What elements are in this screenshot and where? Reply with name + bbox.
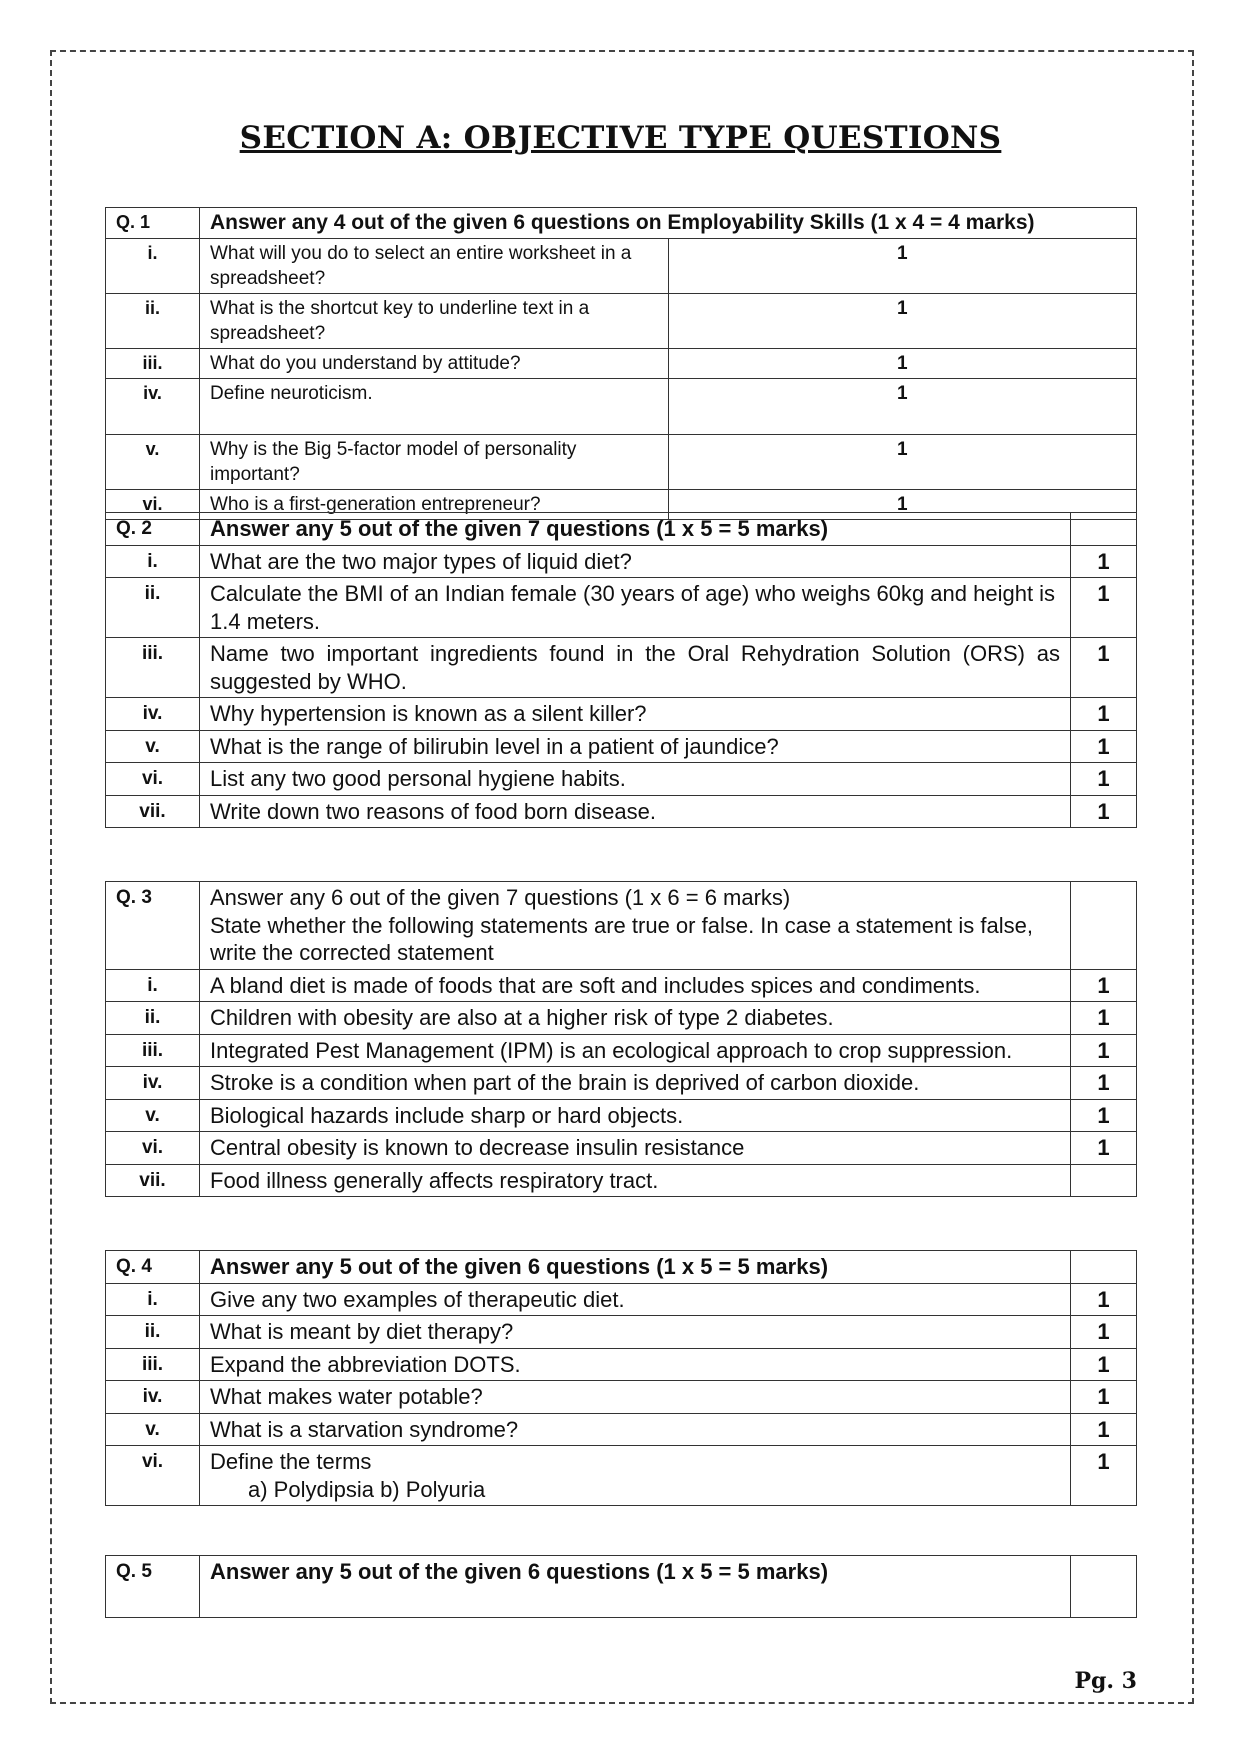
item-text: Calculate the BMI of an Indian female (30 years of age) who weighs 60kg and height is 1.4 meters. — [200, 578, 1071, 638]
item-text: What makes water potable? — [200, 1381, 1071, 1414]
item-marks — [1071, 882, 1137, 970]
question-3-table — [105, 881, 1137, 1197]
table-row — [106, 578, 1137, 638]
table-row — [106, 1283, 1137, 1316]
item-text: What is the shortcut key to underline text in a spreadsheet? — [200, 294, 669, 349]
table-row — [106, 1164, 1137, 1197]
question-header-row — [106, 208, 1137, 239]
item-marks — [1071, 1164, 1137, 1197]
question-header-row — [106, 1251, 1137, 1284]
item-marks: 1 — [668, 349, 1137, 379]
question-4-table — [105, 1250, 1137, 1506]
item-text: What do you understand by attitude? — [200, 349, 669, 379]
table-row — [106, 969, 1137, 1002]
item-text: Define the terms — [210, 1449, 372, 1474]
item-text: What is a starvation syndrome? — [200, 1413, 1071, 1446]
question-2-table — [105, 512, 1137, 828]
item-number: ii. — [106, 1002, 200, 1035]
item-number: ii. — [106, 1316, 200, 1349]
item-text: Name two important ingredients found in the Oral Rehydration Solution (ORS) as suggested by WHO. — [200, 638, 1071, 698]
item-marks: 1 — [1071, 1348, 1137, 1381]
question-number: Q. 1 — [106, 208, 200, 239]
item-number: vii. — [106, 1164, 200, 1197]
table-row — [106, 698, 1137, 731]
item-text: Central obesity is known to decrease insulin resistance — [200, 1132, 1071, 1165]
table-row — [106, 1067, 1137, 1100]
item-text: Food illness generally affects respiratory tract. — [200, 1164, 1071, 1197]
table-row — [106, 1413, 1137, 1446]
question-number: Q. 3 — [106, 882, 200, 970]
item-subtext: a) Polydipsia b) Polyuria — [248, 1476, 486, 1502]
question-instruction: State whether the following statements are true or false. In case a statement is false, write the corrected statement — [210, 912, 1033, 965]
table-row — [106, 349, 1137, 379]
item-number: iv. — [106, 1067, 200, 1100]
table-row — [106, 1381, 1137, 1414]
item-text: List any two good personal hygiene habits. — [200, 763, 1071, 796]
table-row — [106, 545, 1137, 578]
item-number: vi. — [106, 1132, 200, 1165]
item-text-cell — [200, 1446, 1071, 1506]
question-number: Q. 5 — [106, 1556, 200, 1618]
table-row — [106, 379, 1137, 435]
item-marks: 1 — [1071, 545, 1137, 578]
table-row — [106, 239, 1137, 294]
table-row — [106, 1316, 1137, 1349]
item-marks: 1 — [1071, 638, 1137, 698]
item-text: Children with obesity are also at a higher risk of type 2 diabetes. — [200, 1002, 1071, 1035]
item-marks — [1071, 1556, 1137, 1618]
item-number: i. — [106, 1283, 200, 1316]
section-title: SECTION A: OBJECTIVE TYPE QUESTIONS — [239, 120, 1002, 156]
item-marks: 1 — [1071, 1316, 1137, 1349]
question-heading: Answer any 5 out of the given 6 questions (1 x 5 = 5 marks) — [200, 1556, 1071, 1618]
item-marks: 1 — [1071, 1002, 1137, 1035]
item-number: iii. — [106, 1348, 200, 1381]
item-number: iii. — [106, 1034, 200, 1067]
item-marks: 1 — [1071, 795, 1137, 828]
item-marks — [1071, 1251, 1137, 1284]
item-number: ii. — [106, 578, 200, 638]
item-marks: 1 — [668, 435, 1137, 490]
item-number: vi. — [106, 490, 200, 520]
item-text: Why is the Big 5-factor model of personality important? — [200, 435, 669, 490]
item-marks: 1 — [1071, 1034, 1137, 1067]
item-marks: 1 — [668, 490, 1137, 520]
table-row — [106, 730, 1137, 763]
item-text: Why hypertension is known as a silent killer? — [200, 698, 1071, 731]
item-number: vii. — [106, 795, 200, 828]
table-row — [106, 1002, 1137, 1035]
item-marks: 1 — [668, 379, 1137, 435]
table-row — [106, 1132, 1137, 1165]
table-row — [106, 1099, 1137, 1132]
item-number: i. — [106, 969, 200, 1002]
item-marks: 1 — [1071, 1446, 1137, 1506]
item-marks — [1071, 513, 1137, 546]
item-number: iv. — [106, 379, 200, 435]
item-marks: 1 — [1071, 1413, 1137, 1446]
item-marks: 1 — [1071, 1132, 1137, 1165]
question-heading-cell — [200, 882, 1071, 970]
item-text: A bland diet is made of foods that are soft and includes spices and condiments. — [200, 969, 1071, 1002]
item-number: ii. — [106, 294, 200, 349]
item-marks: 1 — [1071, 969, 1137, 1002]
item-marks: 1 — [1071, 698, 1137, 731]
item-number: iv. — [106, 1381, 200, 1414]
item-marks: 1 — [668, 294, 1137, 349]
question-header-row — [106, 882, 1137, 970]
item-number: v. — [106, 435, 200, 490]
question-5-table — [105, 1555, 1137, 1618]
item-marks: 1 — [1071, 1283, 1137, 1316]
table-row — [106, 1034, 1137, 1067]
item-text: What are the two major types of liquid diet? — [200, 545, 1071, 578]
item-marks: 1 — [1071, 730, 1137, 763]
item-text: Give any two examples of therapeutic diet. — [200, 1283, 1071, 1316]
table-row — [106, 1348, 1137, 1381]
item-marks: 1 — [1071, 1381, 1137, 1414]
item-marks: 1 — [1071, 1099, 1137, 1132]
table-row — [106, 1446, 1137, 1506]
item-marks: 1 — [668, 239, 1137, 294]
item-marks: 1 — [1071, 763, 1137, 796]
page-number: Pg. 3 — [1074, 1668, 1137, 1694]
table-row — [106, 638, 1137, 698]
table-row — [106, 435, 1137, 490]
question-heading: Answer any 5 out of the given 6 questions (1 x 5 = 5 marks) — [200, 1251, 1071, 1284]
question-heading: Answer any 5 out of the given 7 questions (1 x 5 = 5 marks) — [200, 513, 1071, 546]
item-marks: 1 — [1071, 578, 1137, 638]
item-number: i. — [106, 239, 200, 294]
item-number: i. — [106, 545, 200, 578]
item-text: Expand the abbreviation DOTS. — [200, 1348, 1071, 1381]
item-number: v. — [106, 730, 200, 763]
question-header-row — [106, 1556, 1137, 1618]
item-number: v. — [106, 1413, 200, 1446]
item-text: Write down two reasons of food born disease. — [200, 795, 1071, 828]
question-heading: Answer any 4 out of the given 6 questions on Employability Skills (1 x 4 = 4 marks) — [200, 208, 1137, 239]
item-text: What is the range of bilirubin level in a patient of jaundice? — [200, 730, 1071, 763]
item-number: iv. — [106, 698, 200, 731]
question-1-table — [105, 207, 1137, 520]
item-marks: 1 — [1071, 1067, 1137, 1100]
item-text: What is meant by diet therapy? — [200, 1316, 1071, 1349]
item-text: Define neuroticism. — [200, 379, 669, 435]
item-number: iii. — [106, 638, 200, 698]
table-row — [106, 294, 1137, 349]
question-number: Q. 4 — [106, 1251, 200, 1284]
question-number: Q. 2 — [106, 513, 200, 546]
item-text: Stroke is a condition when part of the brain is deprived of carbon dioxide. — [200, 1067, 1071, 1100]
item-text: Biological hazards include sharp or hard objects. — [200, 1099, 1071, 1132]
item-number: iii. — [106, 349, 200, 379]
item-number: vi. — [106, 763, 200, 796]
table-row — [106, 795, 1137, 828]
table-row — [106, 763, 1137, 796]
item-text: What will you do to select an entire worksheet in a spreadsheet? — [200, 239, 669, 294]
item-number: vi. — [106, 1446, 200, 1506]
item-text: Integrated Pest Management (IPM) is an ecological approach to crop suppression. — [200, 1034, 1071, 1067]
question-header-row — [106, 513, 1137, 546]
item-text: Who is a first-generation entrepreneur? — [200, 490, 669, 520]
item-number: v. — [106, 1099, 200, 1132]
question-heading: Answer any 6 out of the given 7 questions (1 x 6 = 6 marks) — [210, 885, 791, 910]
